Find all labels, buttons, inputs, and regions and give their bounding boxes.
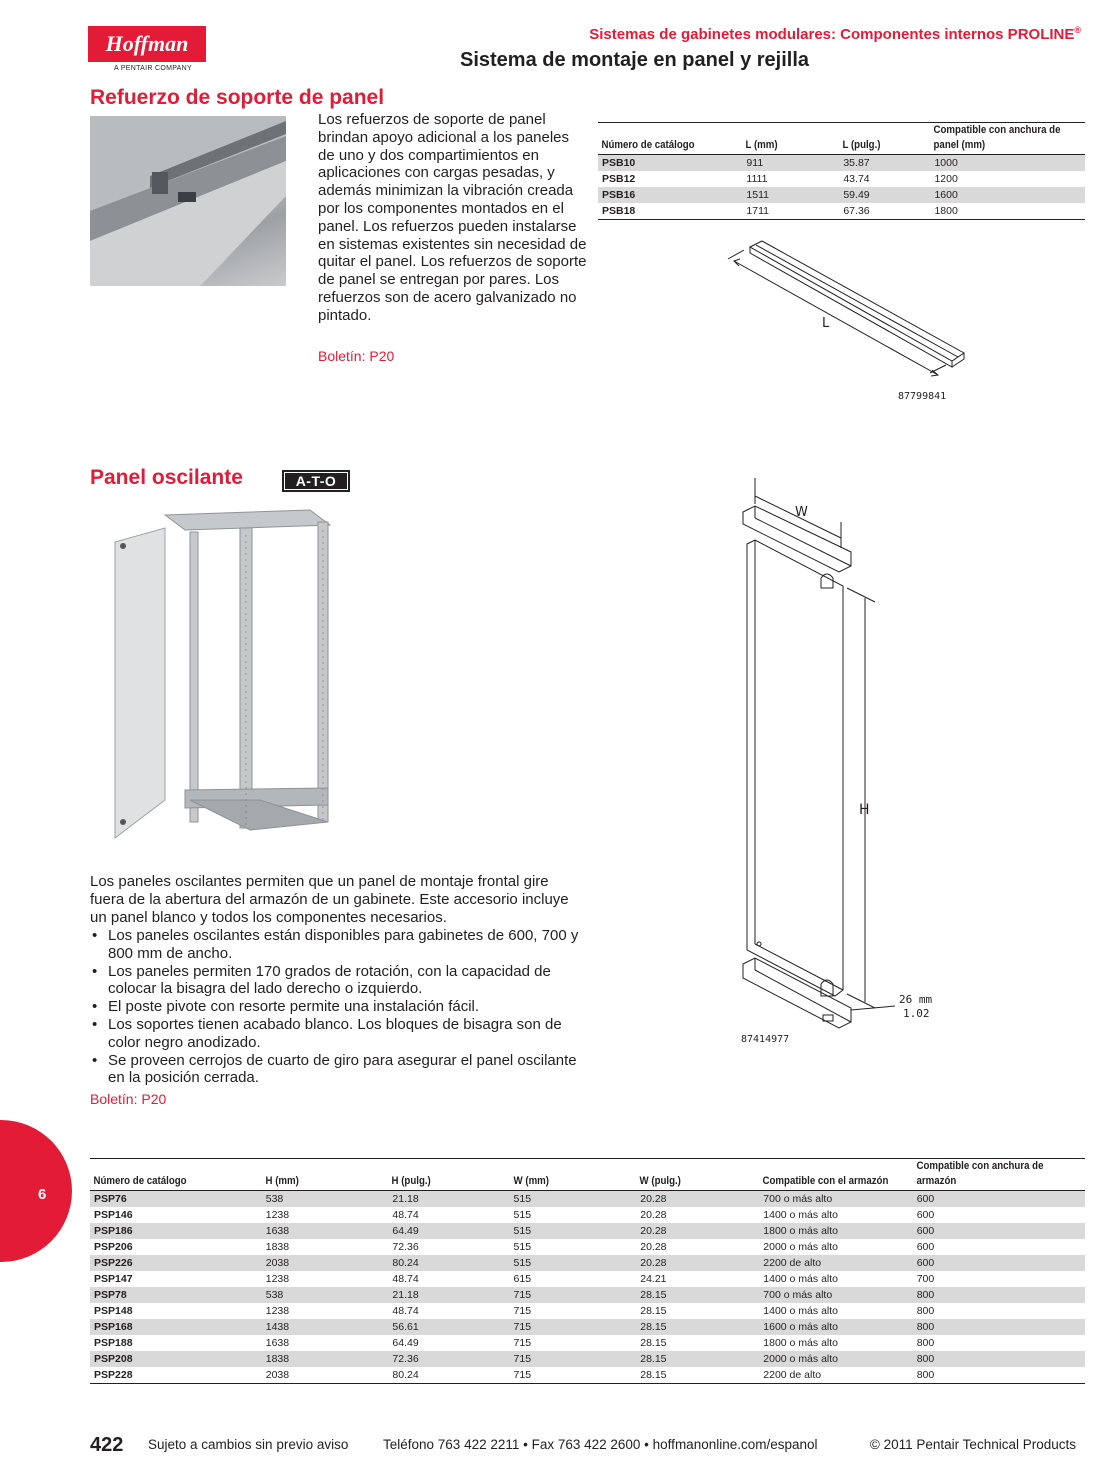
cell: 1438 [262, 1319, 389, 1335]
ato-badge: A-T-O [282, 470, 350, 492]
drawing-number: 87414977 [741, 1034, 790, 1045]
cell: 1838 [265, 1241, 290, 1253]
cell: 1711 [746, 205, 770, 217]
table-row [90, 1319, 1085, 1335]
dimension-h-label: H [859, 802, 870, 818]
col-header: Compatible con anchura de armazón [913, 1159, 1065, 1191]
bulletin-link-p20[interactable]: Boletín: P20 [318, 348, 395, 364]
col-header: Número de catálogo [90, 1159, 241, 1191]
table-row [598, 187, 1085, 203]
psp-table [90, 1158, 1085, 1384]
page-title: Sistema de montaje en panel y rejilla [460, 49, 810, 71]
cell: 35.87 [839, 155, 930, 172]
cell: 1238 [265, 1273, 290, 1285]
footer-copyright: © 2011 Pentair Technical Products [869, 1437, 1076, 1452]
cell: 700 o más alto [759, 1191, 912, 1208]
cell: 1511 [742, 187, 839, 203]
cell: PSB16 [598, 187, 742, 203]
panel-brace-description: Los refuerzos de soporte de panel brindan apoyo adicional a los paneles de uno y dos compartimientos en aplicaciones con cargas pesadas, y además minimizan la vibración creada por los componentes montados en el panel. Los refuerzos pueden instalarse en sistemas existentes sin necesidad de quitar el panel. Los refuerzos de soporte de panel se entregan por pares. Los refuerzos son de acero galvanizado no pintado. [318, 111, 587, 324]
cell: PSB18 [602, 205, 636, 217]
cell: 1800 o más alto [763, 1337, 838, 1349]
col-header: W (mm) [510, 1159, 621, 1191]
swing-panel-features [90, 927, 580, 1087]
cell: 1238 [265, 1305, 290, 1317]
cell: 715 [513, 1369, 532, 1381]
table-header-row [598, 123, 1085, 155]
cell: 700 o más alto [759, 1287, 912, 1303]
dimension-w-label: W [795, 505, 808, 520]
cell: 1111 [746, 173, 768, 185]
cell: 1638 [265, 1337, 290, 1349]
cell: PSP76 [90, 1191, 262, 1208]
cell: 715 [513, 1337, 532, 1349]
cell: 1800 o más alto [759, 1223, 912, 1239]
cell: 800 [913, 1287, 1085, 1303]
cell: 28.15 [640, 1369, 667, 1381]
list-item: • Los soportes tienen acabado blanco. Los bloques de bisagra son de color negro anodizado. [90, 1016, 580, 1052]
series-heading: Sistemas de gabinetes modulares: Componentes internos PROLINE® [589, 25, 1081, 43]
cell: 515 [510, 1223, 637, 1239]
cell: 28.15 [640, 1305, 667, 1317]
table-row [90, 1335, 1085, 1351]
table-row [90, 1287, 1085, 1303]
cell: 800 [913, 1319, 1085, 1335]
dimension-mm-label: 26 mm [899, 993, 933, 1006]
cell: 64.49 [388, 1223, 509, 1239]
section-title-panel-brace: Refuerzo de soporte de panel [90, 86, 385, 109]
cell: 2200 de alto [759, 1255, 912, 1271]
dimension-l-label: L [822, 316, 830, 331]
cell: 20.28 [636, 1191, 759, 1208]
cell: PSB10 [598, 155, 742, 172]
table-row [90, 1255, 1085, 1271]
cell: PSP226 [90, 1255, 262, 1271]
cell: 800 [916, 1305, 935, 1317]
cell: 67.36 [843, 205, 870, 217]
cell: 43.74 [843, 173, 870, 185]
cell: 715 [510, 1351, 637, 1367]
cell: 715 [510, 1287, 637, 1303]
panel-brace-photo [90, 116, 286, 286]
psb-table [598, 122, 1085, 220]
list-item: • Los paneles oscilantes están disponibles para gabinetes de 600, 700 y 800 mm de ancho. [90, 927, 580, 963]
table-row [598, 171, 1085, 187]
cell: 28.15 [640, 1337, 667, 1349]
cell: 515 [513, 1241, 532, 1253]
col-header: H (mm) [262, 1159, 373, 1191]
drawing-number: 87799841 [898, 391, 947, 402]
cell: 600 [913, 1223, 1085, 1239]
registered-mark: ® [1074, 25, 1081, 35]
cell: 600 [916, 1241, 935, 1253]
table-row [90, 1207, 1085, 1223]
section-title-swing-panel: Panel oscilante [90, 466, 243, 489]
hoffman-logo: Hoffman [88, 26, 206, 62]
cell: 600 [913, 1255, 1085, 1271]
cell: 1600 [930, 187, 1085, 203]
cell: 2200 de alto [763, 1369, 822, 1381]
cell: 20.28 [636, 1255, 759, 1271]
cell: 56.61 [388, 1319, 509, 1335]
cell: 700 [916, 1273, 935, 1285]
cell: 21.18 [388, 1191, 509, 1208]
cell: PSP168 [90, 1319, 262, 1335]
cell: 911 [742, 155, 839, 172]
cell: PSP228 [94, 1369, 133, 1381]
cell: 1400 o más alto [763, 1305, 838, 1317]
list-item: • Se proveen cerrojos de cuarto de giro para asegurar el panel oscilante en la posición cerrada. [90, 1052, 580, 1088]
page-number: 422 [90, 1434, 124, 1456]
cell: 1600 o más alto [759, 1319, 912, 1335]
cell: 800 [916, 1369, 935, 1381]
brace-drawing [720, 235, 980, 405]
col-header: Compatible con el armazón [759, 1159, 894, 1191]
cell: 515 [510, 1255, 637, 1271]
cell: 600 [916, 1209, 935, 1221]
logo-tagline: A PENTAIR COMPANY [114, 65, 192, 72]
cell: PSP208 [90, 1351, 262, 1367]
swing-panel-photo [90, 500, 340, 860]
cell: 20.28 [640, 1241, 667, 1253]
cell: 2038 [262, 1255, 389, 1271]
cell: 59.49 [839, 187, 930, 203]
cell: PSP206 [94, 1241, 133, 1253]
chapter-number: 6 [38, 1186, 47, 1203]
cell: 800 [913, 1351, 1085, 1367]
cell: 28.15 [636, 1351, 759, 1367]
cell: 24.21 [640, 1273, 667, 1285]
cell: 48.74 [392, 1209, 419, 1221]
cell: PSP186 [90, 1223, 262, 1239]
cell: 2000 o más alto [759, 1351, 912, 1367]
cell: 600 [913, 1191, 1085, 1208]
col-header: W (pulg.) [636, 1159, 744, 1191]
cell: 715 [513, 1305, 532, 1317]
footer-contact: Teléfono 763 422 2211 • Fax 763 422 2600 • hoffmanonline.com/espanol [383, 1437, 818, 1452]
cell: 1238 [265, 1209, 290, 1221]
cell: 48.74 [392, 1305, 419, 1317]
cell: 80.24 [388, 1255, 509, 1271]
cell: 1200 [934, 173, 958, 185]
table-row [598, 203, 1085, 220]
cell: 64.49 [392, 1337, 419, 1349]
table-row [598, 155, 1085, 172]
cell: PSP146 [94, 1209, 133, 1221]
cell: 515 [513, 1209, 532, 1221]
cell: 48.74 [392, 1273, 419, 1285]
cell: 72.36 [392, 1241, 419, 1253]
cell: 2038 [265, 1369, 290, 1381]
col-header: Compatible con anchura de panel (mm) [930, 123, 1066, 155]
cell: 515 [510, 1191, 637, 1208]
table-row [90, 1303, 1085, 1319]
footer-notice: Sujeto a cambios sin previo aviso [148, 1437, 349, 1452]
table-row [90, 1351, 1085, 1367]
cell: 72.36 [388, 1351, 509, 1367]
cell: 538 [262, 1191, 389, 1208]
table-header-row [90, 1159, 1085, 1191]
cell: 800 [916, 1337, 935, 1349]
table-row [90, 1191, 1085, 1208]
cell: PSP148 [94, 1305, 133, 1317]
table-row [90, 1239, 1085, 1255]
cell: 538 [262, 1287, 389, 1303]
cell: 1000 [930, 155, 1085, 172]
cell: 20.28 [636, 1223, 759, 1239]
col-header: Número de catálogo [598, 123, 725, 155]
dimension-in-label: 1.02 [903, 1007, 930, 1020]
chapter-tab [0, 1120, 72, 1262]
bulletin-link-p20[interactable]: Boletín: P20 [90, 1091, 167, 1107]
cell: 1838 [262, 1351, 389, 1367]
cell: 28.15 [636, 1319, 759, 1335]
cell: 2000 o más alto [763, 1241, 838, 1253]
cell: 1800 [934, 205, 958, 217]
cell: 21.18 [388, 1287, 509, 1303]
cell: PSP188 [94, 1337, 133, 1349]
col-header: H (pulg.) [388, 1159, 495, 1191]
swing-panel-drawing [735, 470, 1005, 1030]
cell: 1638 [262, 1223, 389, 1239]
cell: PSP78 [90, 1287, 262, 1303]
cell: PSB12 [602, 173, 636, 185]
cell: 715 [510, 1319, 637, 1335]
swing-panel-intro: Los paneles oscilantes permiten que un panel de montaje frontal gire fuera de la abertura del armazón de un gabinete. Este accesorio incluye un panel blanco y todos los componentes necesarios. [90, 873, 569, 926]
cell: 20.28 [640, 1209, 667, 1221]
table-row [90, 1367, 1085, 1384]
cell: PSP147 [94, 1273, 133, 1285]
cell: 615 [513, 1273, 532, 1285]
cell: 28.15 [636, 1287, 759, 1303]
col-header: L (pulg.) [839, 123, 919, 155]
list-item: • El poste pivote con resorte permite una instalación fácil. [90, 998, 580, 1016]
cell: 1400 o más alto [763, 1273, 838, 1285]
table-row [90, 1271, 1085, 1287]
table-row [90, 1223, 1085, 1239]
cell: 80.24 [392, 1369, 419, 1381]
cell: 1400 o más alto [763, 1209, 838, 1221]
col-header: L (mm) [742, 123, 827, 155]
list-item: • Los paneles permiten 170 grados de rotación, con la capacidad de colocar la bisagra del lado derecho o izquierdo. [90, 963, 580, 999]
